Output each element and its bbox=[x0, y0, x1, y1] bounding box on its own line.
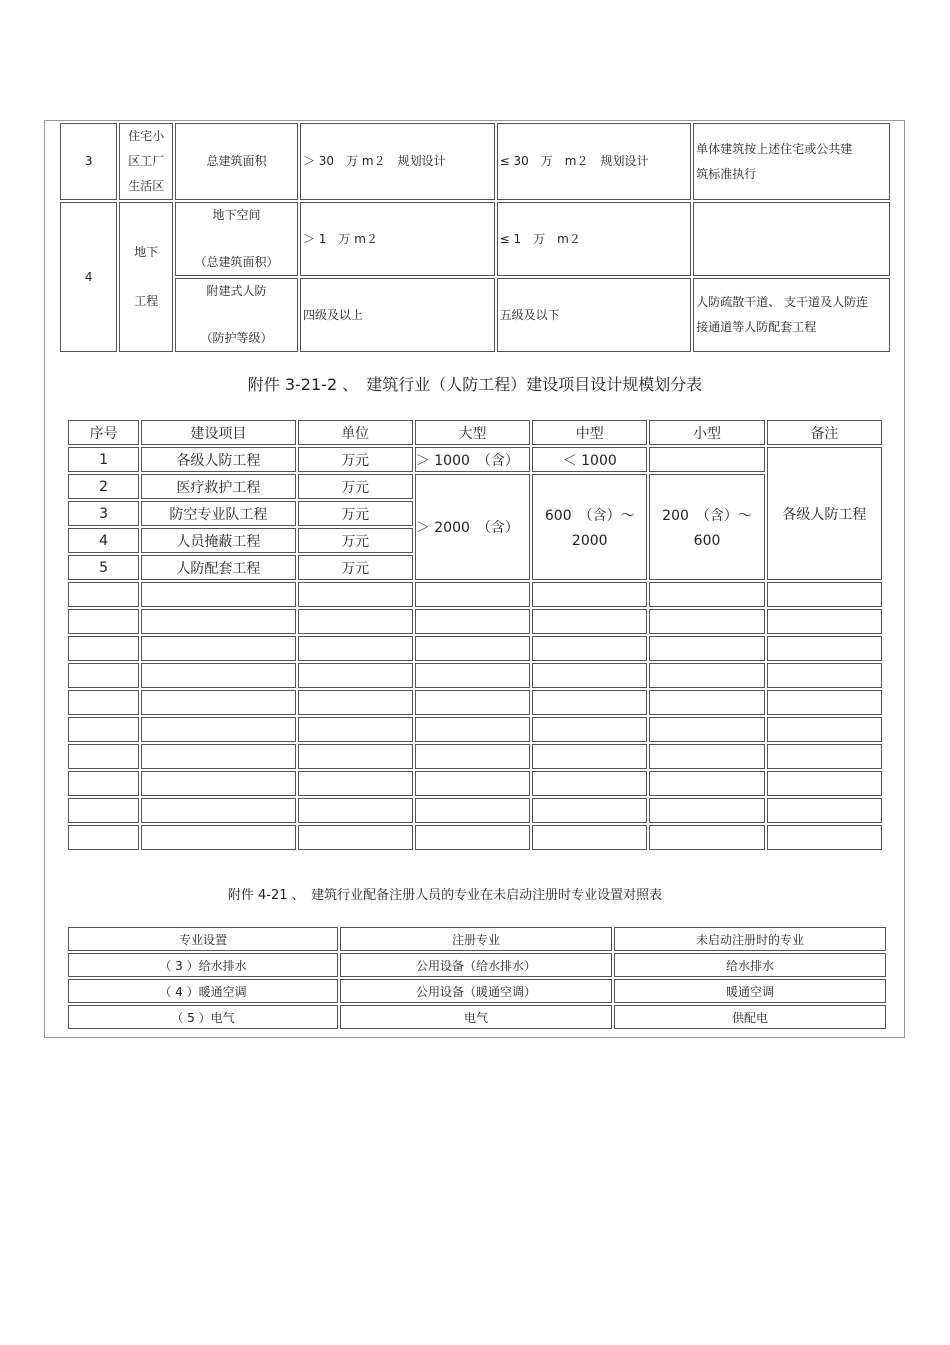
empty-cell bbox=[68, 636, 139, 661]
empty-cell bbox=[649, 609, 764, 634]
empty-cell bbox=[767, 582, 882, 607]
header-cell: 单位 bbox=[298, 420, 413, 445]
row-number: 2 bbox=[68, 474, 139, 499]
table-header-row bbox=[68, 420, 882, 445]
empty-cell bbox=[298, 690, 413, 715]
empty-cell bbox=[767, 636, 882, 661]
empty-cell bbox=[141, 609, 295, 634]
header-cell: 专业设置 bbox=[68, 927, 338, 951]
empty-cell bbox=[415, 582, 530, 607]
registered-specialty: 电气 bbox=[340, 1005, 612, 1029]
unit: 万元 bbox=[298, 501, 413, 526]
small-scale: 200 （含）～ 600 bbox=[649, 474, 764, 580]
empty-cell bbox=[298, 798, 413, 823]
pre-registration-specialty: 供配电 bbox=[614, 1005, 886, 1029]
empty-cell bbox=[767, 717, 882, 742]
project-type: 地下 工程 bbox=[119, 202, 172, 352]
empty-cell bbox=[415, 717, 530, 742]
empty-table-row bbox=[68, 663, 882, 688]
specialty-mapping-table bbox=[66, 925, 888, 1031]
scale-indicator: 附建式人防 （防护等级） bbox=[175, 278, 298, 352]
civil-defense-table-title: 附件 3-21-2 、 建筑行业（人防工程）建设项目设计规模划分表 bbox=[247, 375, 703, 394]
medium-scale: ＜ 1000 bbox=[532, 447, 647, 472]
empty-cell bbox=[68, 582, 139, 607]
empty-cell bbox=[649, 771, 764, 796]
empty-cell bbox=[298, 744, 413, 769]
header-cell: 备注 bbox=[767, 420, 882, 445]
empty-cell bbox=[68, 717, 139, 742]
empty-cell bbox=[141, 582, 295, 607]
empty-cell bbox=[68, 744, 139, 769]
empty-table-row bbox=[68, 582, 882, 607]
empty-cell bbox=[532, 609, 647, 634]
small-scale bbox=[649, 447, 764, 472]
table-header-row bbox=[68, 927, 886, 951]
header-cell: 大型 bbox=[415, 420, 530, 445]
empty-cell bbox=[68, 771, 139, 796]
table-row bbox=[68, 979, 886, 1003]
scale-indicator: 总建筑面积 bbox=[175, 123, 298, 200]
empty-cell bbox=[767, 771, 882, 796]
empty-table-row bbox=[68, 636, 882, 661]
small-scale: ≤ 1 万 m２ bbox=[497, 202, 692, 276]
table-row bbox=[68, 474, 882, 499]
scale-indicator: 地下空间 （总建筑面积） bbox=[175, 202, 298, 276]
empty-cell bbox=[298, 825, 413, 850]
empty-cell bbox=[649, 636, 764, 661]
empty-cell bbox=[68, 798, 139, 823]
empty-cell bbox=[649, 717, 764, 742]
specialty-table-title: 附件 4-21 、 建筑行业配备注册人员的专业在未启动注册时专业设置对照表 bbox=[227, 888, 663, 903]
header-cell: 未启动注册时的专业 bbox=[614, 927, 886, 951]
header-cell: 中型 bbox=[532, 420, 647, 445]
empty-cell bbox=[649, 798, 764, 823]
empty-cell bbox=[298, 609, 413, 634]
header-cell: 注册专业 bbox=[340, 927, 612, 951]
row-number: 4 bbox=[60, 202, 117, 352]
unit: 万元 bbox=[298, 555, 413, 580]
empty-cell bbox=[767, 825, 882, 850]
row-number: 1 bbox=[68, 447, 139, 472]
empty-cell bbox=[141, 636, 295, 661]
large-scale: ＞ 30 万 m２ 规划设计 bbox=[300, 123, 495, 200]
empty-cell bbox=[141, 690, 295, 715]
empty-cell bbox=[767, 798, 882, 823]
unit: 万元 bbox=[298, 474, 413, 499]
empty-table-row bbox=[68, 609, 882, 634]
empty-cell bbox=[415, 771, 530, 796]
civil-defense-scale-table bbox=[66, 418, 884, 852]
note: 单体建筑按上述住宅或公共建 筑标准执行 bbox=[693, 123, 890, 200]
empty-cell bbox=[298, 771, 413, 796]
empty-cell bbox=[298, 636, 413, 661]
empty-cell bbox=[532, 771, 647, 796]
table-row bbox=[60, 202, 890, 276]
empty-table-row bbox=[68, 798, 882, 823]
note: 各级人防工程 bbox=[767, 447, 882, 580]
empty-table-row bbox=[68, 717, 882, 742]
empty-cell bbox=[415, 690, 530, 715]
pre-registration-specialty: 暖通空调 bbox=[614, 979, 886, 1003]
empty-cell bbox=[415, 798, 530, 823]
empty-table-row bbox=[68, 825, 882, 850]
empty-cell bbox=[298, 582, 413, 607]
medium-scale: 600 （含）～ 2000 bbox=[532, 474, 647, 580]
note: 人防疏散干道、 支干道及人防连 接通道等人防配套工程 bbox=[693, 278, 890, 352]
project-name: 各级人防工程 bbox=[141, 447, 295, 472]
header-cell: 小型 bbox=[649, 420, 764, 445]
empty-cell bbox=[68, 663, 139, 688]
project-name: 防空专业队工程 bbox=[141, 501, 295, 526]
empty-cell bbox=[649, 825, 764, 850]
row-number: 3 bbox=[60, 123, 117, 200]
unit: 万元 bbox=[298, 447, 413, 472]
empty-table-row bbox=[68, 771, 882, 796]
empty-cell bbox=[532, 717, 647, 742]
empty-cell bbox=[141, 798, 295, 823]
small-scale: 五级及以下 bbox=[497, 278, 692, 352]
empty-table-row bbox=[68, 744, 882, 769]
empty-cell bbox=[767, 690, 882, 715]
project-name: 人防配套工程 bbox=[141, 555, 295, 580]
empty-cell bbox=[415, 609, 530, 634]
large-scale: 四级及以上 bbox=[300, 278, 495, 352]
empty-cell bbox=[141, 663, 295, 688]
pre-registration-specialty: 给水排水 bbox=[614, 953, 886, 977]
empty-cell bbox=[532, 798, 647, 823]
empty-cell bbox=[767, 663, 882, 688]
empty-cell bbox=[141, 825, 295, 850]
empty-table-row bbox=[68, 690, 882, 715]
row-number: 4 bbox=[68, 528, 139, 553]
empty-cell bbox=[415, 825, 530, 850]
project-name: 医疗救护工程 bbox=[141, 474, 295, 499]
empty-cell bbox=[532, 744, 647, 769]
large-scale: ＞ 1000 （含） bbox=[415, 447, 530, 472]
project-type: 住宅小 区工厂 生活区 bbox=[119, 123, 172, 200]
unit: 万元 bbox=[298, 528, 413, 553]
table-row bbox=[60, 278, 890, 352]
header-cell: 建设项目 bbox=[141, 420, 295, 445]
empty-cell bbox=[298, 717, 413, 742]
empty-cell bbox=[68, 825, 139, 850]
empty-cell bbox=[68, 690, 139, 715]
empty-cell bbox=[532, 663, 647, 688]
registered-specialty: 公用设备（暖通空调） bbox=[340, 979, 612, 1003]
empty-cell bbox=[767, 744, 882, 769]
row-number: 3 bbox=[68, 501, 139, 526]
header-cell: 序号 bbox=[68, 420, 139, 445]
empty-cell bbox=[415, 636, 530, 661]
large-scale: ＞ 2000 （含） bbox=[415, 474, 530, 580]
empty-cell bbox=[767, 609, 882, 634]
table-row bbox=[68, 953, 886, 977]
table-row bbox=[68, 447, 882, 472]
empty-cell bbox=[649, 582, 764, 607]
empty-cell bbox=[141, 744, 295, 769]
empty-cell bbox=[532, 690, 647, 715]
scale-table-continued bbox=[58, 121, 892, 354]
empty-cell bbox=[649, 663, 764, 688]
small-scale: ≤ 30 万 m２ 规划设计 bbox=[497, 123, 692, 200]
empty-cell bbox=[298, 663, 413, 688]
specialty-setting: （ 5 ）电气 bbox=[68, 1005, 338, 1029]
table-row bbox=[68, 1005, 886, 1029]
empty-cell bbox=[415, 663, 530, 688]
specialty-setting: （ 4 ）暖通空调 bbox=[68, 979, 338, 1003]
table-row bbox=[60, 123, 890, 200]
row-number: 5 bbox=[68, 555, 139, 580]
specialty-setting: （ 3 ）给水排水 bbox=[68, 953, 338, 977]
empty-cell bbox=[141, 717, 295, 742]
project-name: 人员掩蔽工程 bbox=[141, 528, 295, 553]
empty-cell bbox=[649, 744, 764, 769]
empty-cell bbox=[141, 771, 295, 796]
large-scale: ＞ 1 万 m２ bbox=[300, 202, 495, 276]
empty-cell bbox=[649, 690, 764, 715]
empty-cell bbox=[532, 825, 647, 850]
empty-cell bbox=[532, 636, 647, 661]
empty-cell bbox=[68, 609, 139, 634]
registered-specialty: 公用设备（给水排水） bbox=[340, 953, 612, 977]
note bbox=[693, 202, 890, 276]
empty-cell bbox=[415, 744, 530, 769]
empty-cell bbox=[532, 582, 647, 607]
